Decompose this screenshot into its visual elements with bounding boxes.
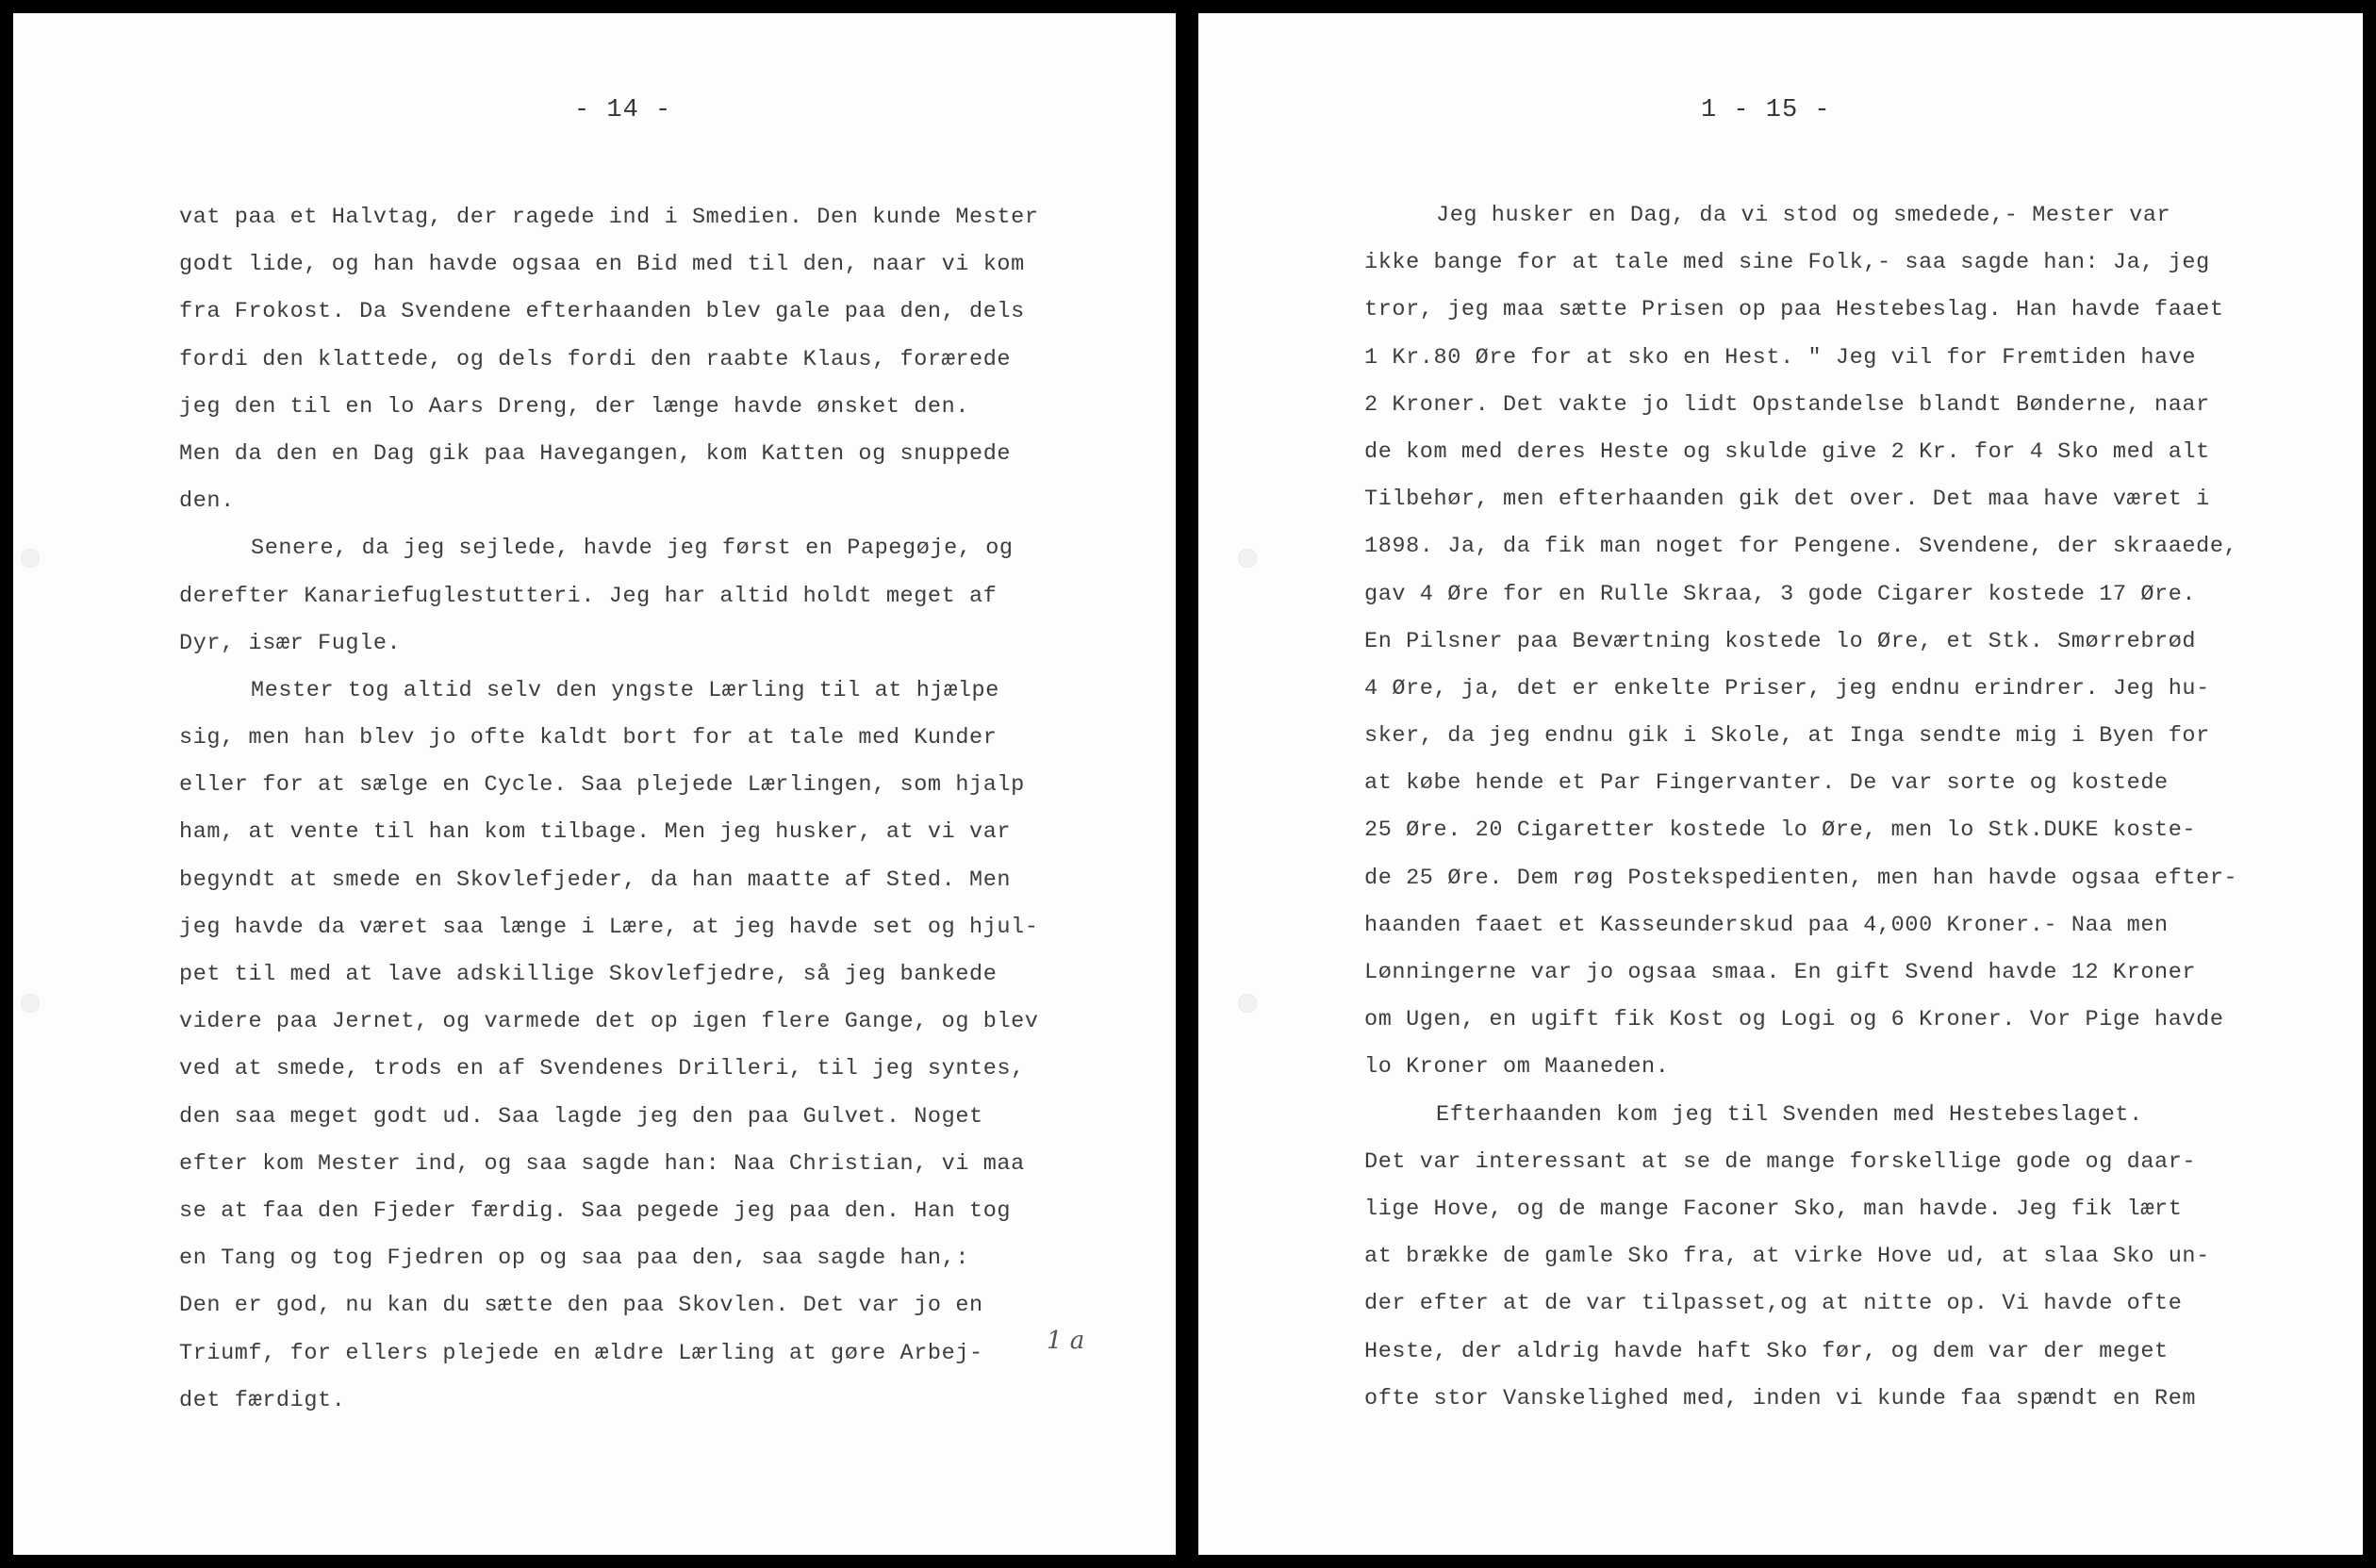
text-line: jeg havde da været saa længe i Lære, at jeg havde set og hjul-	[179, 914, 1039, 940]
text-line: 25 Øre. 20 Cigaretter kostede lo Øre, men lo Stk.DUKE koste-	[1364, 817, 2197, 844]
text-line: Tilbehør, men efterhaanden gik det over. Det maa have været i	[1364, 487, 2210, 513]
right-page-text	[1364, 192, 2317, 1423]
text-line: Heste, der aldrig havde haft Sko før, og dem var der meget	[1364, 1338, 2169, 1364]
text-line: 2 Kroner. Det vakte jo lidt Opstandelse blandt Bønderne, naar	[1364, 391, 2210, 418]
text-line: lige Hove, og de mange Faconer Sko, man havde. Jeg fik lært	[1364, 1196, 2183, 1222]
text-line: Det var interessant at se de mange forskellige gode og daar-	[1364, 1148, 2197, 1175]
text-line: sker, da jeg endnu gik i Skole, at Inga sendte mig i Byen for	[1364, 723, 2210, 750]
text-line: 1 Kr.80 Øre for at sko en Hest. " Jeg vil for Fremtiden have	[1364, 344, 2197, 371]
text-line: Dyr, især Fugle.	[179, 630, 402, 656]
text-line: videre paa Jernet, og varmede det op igen flere Gange, og blev	[179, 1009, 1039, 1035]
text-line: det færdigt.	[179, 1387, 346, 1413]
text-line: fordi den klattede, og dels fordi den raabte Klaus, forærede	[179, 346, 1012, 372]
punch-hole	[21, 994, 40, 1013]
right-page	[1198, 13, 2363, 1555]
page-number: 1 - 15 -	[1701, 96, 1831, 124]
text-line: ved at smede, trods en af Svendenes Drilleri, til jeg syntes,	[179, 1056, 1025, 1082]
text-line: Den er god, nu kan du sætte den paa Skovlen. Det var jo en	[179, 1293, 983, 1319]
text-line: eller for at sælge en Cycle. Saa plejede Lærlingen, som hjalp	[179, 772, 1025, 799]
text-line: om Ugen, en ugift fik Kost og Logi og 6 Kroner. Vor Pige havde	[1364, 1007, 2224, 1033]
text-line: 4 Øre, ja, det er enkelte Priser, jeg endnu erindrer. Jeg hu-	[1364, 675, 2210, 701]
text-line: godt lide, og han havde ogsaa en Bid med til den, naar vi kom	[179, 252, 1025, 278]
text-line: Efterhaanden kom jeg til Svenden med Hestebeslaget.	[1436, 1101, 2143, 1128]
text-line: Jeg husker en Dag, da vi stod og smedede,- Mester var	[1436, 203, 2171, 228]
text-line: jeg den til en lo Aars Dreng, der længe havde ønsket den.	[179, 393, 970, 420]
text-line: den.	[179, 488, 235, 515]
text-line: de kom med deres Heste og skulde give 2 Kr. for 4 Sko med alt	[1364, 438, 2210, 465]
punch-hole	[21, 549, 40, 568]
text-line: tror, jeg maa sætte Prisen op paa Hestebeslag. Han havde faaet	[1364, 297, 2224, 323]
text-line: Triumf, for ellers plejede en ældre Lærling at gøre Arbej-	[179, 1340, 983, 1366]
text-line: en Tang og tog Fjedren op og saa paa den, saa sagde han,:	[179, 1246, 970, 1272]
text-line: vat paa et Halvtag, der ragede ind i Smedien. Den kunde Mester	[179, 205, 1039, 230]
text-line: at brække de gamle Sko fra, at virke Hove ud, at slaa Sko un-	[1364, 1244, 2210, 1270]
text-line: haanden faaet et Kasseunderskud paa 4,000 Kroner.- Naa men	[1364, 912, 2169, 938]
text-line: der efter at de var tilpasset,og at nitte op. Vi havde ofte	[1364, 1291, 2183, 1317]
left-page	[13, 13, 1176, 1555]
text-line: derefter Kanariefuglestutteri. Jeg har altid holdt meget af	[179, 583, 998, 609]
punch-hole	[1238, 549, 1257, 568]
left-page-text	[179, 194, 1122, 1425]
text-line: ham, at vente til han kom tilbage. Men jeg husker, at vi var	[179, 819, 1012, 846]
text-line: de 25 Øre. Dem røg Postekspedienten, men han havde ogsaa efter-	[1364, 865, 2238, 891]
text-line: sig, men han blev jo ofte kaldt bort for at tale med Kunder	[179, 725, 998, 751]
text-line: Mester tog altid selv den yngste Lærling til at hjælpe	[251, 677, 999, 703]
text-line: Lønningerne var jo ogsaa smaa. En gift Svend havde 12 Kroner	[1364, 960, 2197, 985]
text-line: gav 4 Øre for en Rulle Skraa, 3 gode Cigarer kostede 17 Øre.	[1364, 581, 2197, 607]
text-line: ikke bange for at tale med sine Folk,- saa sagde han: Ja, jeg	[1364, 250, 2210, 276]
text-line: begyndt at smede en Skovlefjeder, da han maatte af Sted. Men	[179, 867, 1012, 893]
text-line: efter kom Mester ind, og saa sagde han: Naa Christian, vi maa	[179, 1150, 1025, 1177]
text-line: fra Frokost. Da Svendene efterhaanden blev gale paa den, dels	[179, 299, 1025, 325]
handwritten-margin-note: 1 a	[1047, 1327, 1085, 1355]
punch-hole	[1238, 994, 1257, 1013]
text-line: Men da den en Dag gik paa Havegangen, kom Katten og snuppede	[179, 440, 1012, 467]
text-line: lo Kroner om Maaneden.	[1364, 1054, 1670, 1081]
text-line: se at faa den Fjeder færdig. Saa pegede jeg paa den. Han tog	[179, 1197, 1012, 1224]
text-line: den saa meget godt ud. Saa lagde jeg den paa Gulvet. Noget	[179, 1103, 983, 1130]
text-line: ofte stor Vanskelighed med, inden vi kunde faa spændt en Rem	[1364, 1385, 2197, 1411]
text-line: pet til med at lave adskillige Skovlefjedre, så jeg bankede	[179, 962, 998, 987]
text-line: Senere, da jeg sejlede, havde jeg først en Papegøje, og	[251, 536, 1014, 562]
page-number: - 14 -	[574, 96, 672, 124]
text-line: 1898. Ja, da fik man noget for Pengene. Svendene, der skraaede,	[1364, 534, 2238, 560]
text-line: at købe hende et Par Fingervanter. De var sorte og kostede	[1364, 770, 2169, 797]
text-line: En Pilsner paa Beværtning kostede lo Øre, et Stk. Smørrebrød	[1364, 628, 2197, 654]
